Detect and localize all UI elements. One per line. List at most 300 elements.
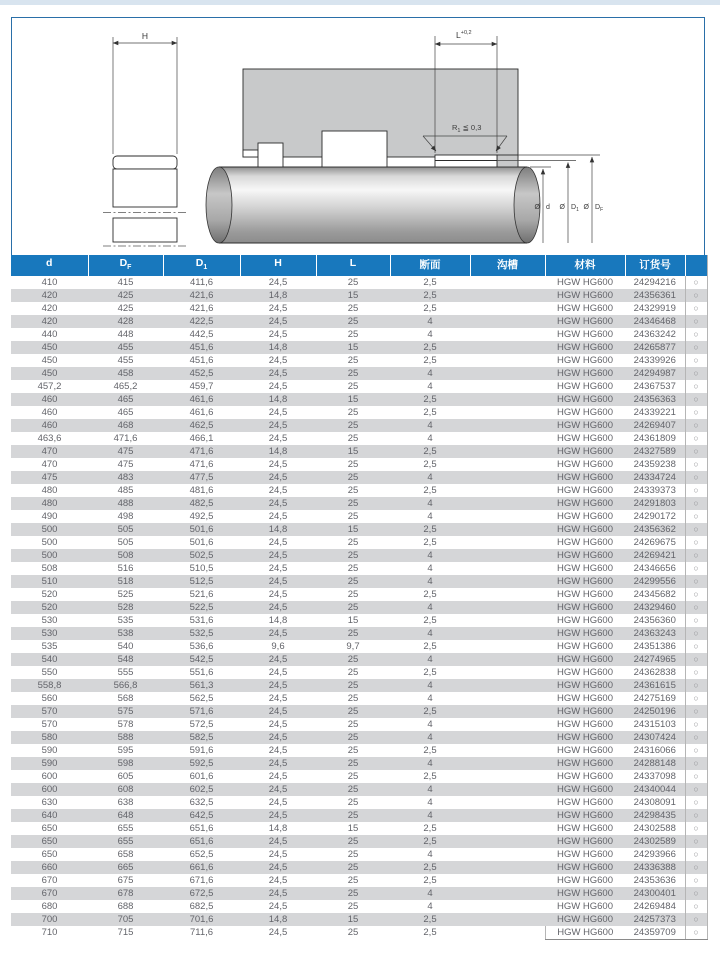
table-row <box>11 406 707 419</box>
cell-l: 25 <box>347 901 359 913</box>
cell-groove <box>470 666 545 679</box>
cell-groove <box>470 588 545 601</box>
cell-d1: 661,6 <box>163 861 240 874</box>
availability-icon: ○ <box>685 835 707 848</box>
cell-material: HGW HG600 <box>545 705 625 718</box>
cell-d1: 510,5 <box>189 563 214 575</box>
cell-order-no: 24353636 <box>633 875 676 887</box>
cell-d: 680 <box>41 901 58 913</box>
cell-cross-section: 4 <box>390 783 470 796</box>
cell-material: HGW HG600 <box>545 289 625 302</box>
cell-material: HGW HG600 <box>545 315 625 328</box>
cell-h: 24,5 <box>268 901 288 913</box>
cell-d1: 651,6 <box>189 823 214 835</box>
cell-material: HGW HG600 <box>545 601 625 614</box>
cell-groove <box>470 341 545 354</box>
cell-h: 24,5 <box>240 887 316 900</box>
cell-h: 14,8 <box>240 393 316 406</box>
cell-h: 24,5 <box>240 861 316 874</box>
cell-d: 520 <box>11 601 88 614</box>
cell-cross-section: 2,5 <box>423 589 437 601</box>
cell-material: HGW HG600 <box>545 341 625 354</box>
cell-df: 483 <box>88 471 163 484</box>
cell-l: 25 <box>316 757 390 770</box>
availability-icon: ○ <box>685 523 707 536</box>
cell-cross-section: 2,5 <box>390 341 470 354</box>
parts-table-body <box>11 276 707 940</box>
cell-d: 570 <box>41 719 58 731</box>
cell-order-no: 24299556 <box>625 575 685 588</box>
cell-groove <box>470 718 545 731</box>
cell-h: 14,8 <box>268 823 288 835</box>
cell-h: 14,8 <box>240 913 316 926</box>
cell-d: 600 <box>41 771 58 783</box>
cell-l: 25 <box>347 277 359 289</box>
cell-l: 25 <box>347 303 359 315</box>
cell-h: 24,5 <box>240 601 316 614</box>
availability-icon: ○ <box>685 705 707 718</box>
cell-h: 24,5 <box>240 705 316 718</box>
cell-groove <box>470 627 545 640</box>
table-row <box>11 627 707 640</box>
cell-df: 648 <box>88 809 163 822</box>
cell-d: 540 <box>11 653 88 666</box>
table-row <box>11 510 707 523</box>
cell-df: 475 <box>88 445 163 458</box>
cell-h: 14,8 <box>240 523 316 536</box>
shaft-cylinder <box>206 167 540 243</box>
cell-d: 535 <box>41 641 58 653</box>
cell-cross-section: 2,5 <box>423 927 437 939</box>
seal-cross-section-view <box>113 156 177 242</box>
dim-label-h: H <box>141 31 149 41</box>
cell-df: 448 <box>117 329 134 341</box>
cell-groove <box>470 510 545 523</box>
cell-d1: 592,5 <box>163 757 240 770</box>
table-row <box>11 367 707 380</box>
cell-h: 24,5 <box>268 745 288 757</box>
cell-material: HGW HG600 <box>545 913 625 926</box>
availability-icon: ○ <box>685 458 707 471</box>
cell-groove <box>470 614 545 627</box>
cell-groove <box>470 289 545 302</box>
cell-material: HGW HG600 <box>557 537 613 549</box>
cell-d1: 471,6 <box>163 445 240 458</box>
availability-icon: ○ <box>685 861 707 874</box>
cell-df: 655 <box>117 823 134 835</box>
cell-groove <box>470 874 545 887</box>
cell-material: HGW HG600 <box>545 575 625 588</box>
table-row <box>11 692 707 705</box>
cell-order-no: 24362838 <box>633 667 676 679</box>
cell-cross-section: 4 <box>390 575 470 588</box>
cell-order-no: 24356362 <box>625 523 685 536</box>
cell-l: 25 <box>316 419 390 432</box>
cell-material: HGW HG600 <box>557 719 613 731</box>
table-row <box>11 419 707 432</box>
cell-material: HGW HG600 <box>545 783 625 796</box>
cell-df: 655 <box>88 835 163 848</box>
table-row <box>11 276 707 289</box>
cell-df: 575 <box>88 705 163 718</box>
col-header-cross-section: 断面 <box>390 255 470 276</box>
cell-material: HGW HG600 <box>557 459 613 471</box>
cell-df: 588 <box>88 731 163 744</box>
cell-groove <box>470 887 545 900</box>
cell-material: HGW HG600 <box>557 693 613 705</box>
cell-cross-section: 2,5 <box>423 537 437 549</box>
cell-d: 450 <box>11 367 88 380</box>
cell-l: 15 <box>316 341 390 354</box>
cell-l: 25 <box>316 627 390 640</box>
cell-h: 24,5 <box>268 589 288 601</box>
cell-df: 658 <box>117 849 134 861</box>
cell-cross-section: 2,5 <box>423 667 437 679</box>
dim-label-df: $D_F$ <box>595 204 604 213</box>
cell-l: 25 <box>347 329 359 341</box>
cell-d: 410 <box>41 277 58 289</box>
table-row <box>11 926 707 940</box>
cell-l: 25 <box>316 679 390 692</box>
parts-table <box>11 255 708 940</box>
cell-h: 24,5 <box>268 537 288 549</box>
cell-cross-section: 4 <box>427 433 433 445</box>
cell-cross-section: 4 <box>390 653 470 666</box>
cell-h: 24,5 <box>240 783 316 796</box>
cell-h: 24,5 <box>240 367 316 380</box>
cell-d: 500 <box>11 549 88 562</box>
cell-d1: 602,5 <box>163 783 240 796</box>
cell-l: 25 <box>347 693 359 705</box>
cell-cross-section: 2,5 <box>423 875 437 887</box>
cell-groove <box>470 562 545 575</box>
cell-material: HGW HG600 <box>557 563 613 575</box>
cell-cross-section: 4 <box>427 381 433 393</box>
cell-material: HGW HG600 <box>545 367 625 380</box>
cell-groove <box>470 744 545 757</box>
availability-icon: ○ <box>685 614 707 627</box>
cell-order-no: 24359238 <box>633 459 676 471</box>
cell-groove <box>470 653 545 666</box>
table-row <box>11 744 707 757</box>
cell-order-no: 24359709 <box>625 926 685 940</box>
cell-d1: 671,6 <box>189 875 214 887</box>
cell-d: 440 <box>41 329 58 341</box>
availability-icon: ○ <box>685 328 707 341</box>
dim-label-dia-d: Ø <box>534 204 540 211</box>
cell-df: 535 <box>117 615 134 627</box>
cell-d1: 492,5 <box>189 511 214 523</box>
availability-icon: ○ <box>685 679 707 692</box>
cell-groove <box>470 419 545 432</box>
cell-l: 25 <box>347 511 359 523</box>
cell-h: 24,5 <box>268 459 288 471</box>
cell-d1: 466,1 <box>189 433 214 445</box>
cell-groove <box>470 692 545 705</box>
cell-cross-section: 2,5 <box>423 459 437 471</box>
cell-df: 465 <box>117 407 134 419</box>
availability-icon: ○ <box>685 445 707 458</box>
cell-material: HGW HG600 <box>557 615 613 627</box>
cell-d1: 502,5 <box>163 549 240 562</box>
technical-drawing <box>12 18 706 255</box>
cell-df: 578 <box>117 719 134 731</box>
cell-groove <box>470 536 545 549</box>
cell-d: 450 <box>11 341 88 354</box>
cell-l: 25 <box>316 367 390 380</box>
cell-h: 24,5 <box>268 693 288 705</box>
cell-d1: 701,6 <box>163 913 240 926</box>
col-header-d1: $D_1$ <box>163 255 240 276</box>
cell-order-no: 24294216 <box>633 277 676 289</box>
cell-d: 650 <box>11 835 88 848</box>
cell-cross-section: 4 <box>390 367 470 380</box>
cell-groove <box>470 900 545 913</box>
cell-h: 24,5 <box>240 497 316 510</box>
availability-icon: ○ <box>685 822 707 835</box>
cell-material: HGW HG600 <box>557 485 613 497</box>
cell-cross-section: 2,5 <box>390 523 470 536</box>
cell-df: 605 <box>117 771 134 783</box>
cell-order-no: 24250196 <box>625 705 685 718</box>
cell-d1: 642,5 <box>163 809 240 822</box>
cell-material: HGW HG600 <box>557 355 613 367</box>
cell-cross-section: 2,5 <box>423 485 437 497</box>
cell-cross-section: 4 <box>390 757 470 770</box>
cell-order-no: 24356361 <box>625 289 685 302</box>
cell-l: 25 <box>347 407 359 419</box>
availability-icon: ○ <box>685 757 707 770</box>
cell-df: 548 <box>88 653 163 666</box>
cell-h: 24,5 <box>268 381 288 393</box>
table-row <box>11 341 707 354</box>
cell-l: 25 <box>347 745 359 757</box>
cell-df: 415 <box>117 277 134 289</box>
dim-label-d1: $D_1$ <box>571 204 579 213</box>
cell-d: 660 <box>11 861 88 874</box>
cell-cross-section: 2,5 <box>423 355 437 367</box>
cell-order-no: 24340044 <box>625 783 685 796</box>
cell-material: HGW HG600 <box>545 497 625 510</box>
availability-icon: ○ <box>685 640 707 653</box>
cell-d1: 411,6 <box>189 277 214 289</box>
cell-d: 500 <box>41 537 58 549</box>
cell-material: HGW HG600 <box>557 433 613 445</box>
cell-groove <box>470 523 545 536</box>
cell-l: 25 <box>316 861 390 874</box>
availability-icon: ○ <box>685 848 707 861</box>
cell-df: 485 <box>117 485 134 497</box>
cell-d1: 422,5 <box>163 315 240 328</box>
cell-d1: 571,6 <box>163 705 240 718</box>
availability-icon: ○ <box>685 432 707 445</box>
cell-material: HGW HG600 <box>557 849 613 861</box>
cell-d1: 651,6 <box>163 835 240 848</box>
cell-d: 510 <box>11 575 88 588</box>
cell-df: 675 <box>117 875 134 887</box>
availability-icon: ○ <box>685 718 707 731</box>
cell-l: 15 <box>347 823 359 835</box>
cell-material: HGW HG600 <box>557 797 613 809</box>
table-row <box>11 549 707 562</box>
cell-groove <box>470 679 545 692</box>
cell-h: 24,5 <box>268 797 288 809</box>
cell-h: 14,8 <box>240 341 316 354</box>
cell-order-no: 24361615 <box>625 679 685 692</box>
cell-cross-section: 2,5 <box>390 913 470 926</box>
cell-groove <box>470 276 545 289</box>
cell-order-no: 24339373 <box>633 485 676 497</box>
cell-material: HGW HG600 <box>557 407 613 419</box>
cell-d1: 452,5 <box>163 367 240 380</box>
cell-material: HGW HG600 <box>545 757 625 770</box>
cell-h: 24,5 <box>268 875 288 887</box>
cell-groove <box>470 432 545 445</box>
table-row <box>11 328 707 341</box>
cell-material: HGW HG600 <box>557 771 613 783</box>
availability-icon: ○ <box>685 380 707 393</box>
cell-df: 608 <box>88 783 163 796</box>
cell-groove <box>470 913 545 926</box>
cell-cross-section: 4 <box>427 849 433 861</box>
cell-order-no: 24308091 <box>633 797 676 809</box>
cell-d1: 531,6 <box>189 615 214 627</box>
cell-cross-section: 4 <box>427 797 433 809</box>
cell-d1: 591,6 <box>189 745 214 757</box>
cell-order-no: 24269675 <box>633 537 676 549</box>
cell-d: 590 <box>11 757 88 770</box>
cell-d: 475 <box>11 471 88 484</box>
cell-d1: 481,6 <box>189 485 214 497</box>
cell-d: 463,6 <box>37 433 62 445</box>
table-row <box>11 302 707 315</box>
cell-groove <box>470 640 545 653</box>
cell-d1: 551,6 <box>189 667 214 679</box>
cell-order-no: 24265877 <box>625 341 685 354</box>
col-header-order-no: 订货号 <box>625 255 685 276</box>
table-row <box>11 822 707 835</box>
table-row <box>11 913 707 926</box>
availability-icon: ○ <box>685 302 707 315</box>
table-row <box>11 471 707 484</box>
cell-h: 24,5 <box>240 419 316 432</box>
cell-material: HGW HG600 <box>545 445 625 458</box>
cell-h: 24,5 <box>240 757 316 770</box>
cell-d1: 512,5 <box>163 575 240 588</box>
cell-h: 24,5 <box>268 719 288 731</box>
cell-h: 24,5 <box>240 835 316 848</box>
table-row <box>11 393 707 406</box>
cell-d: 470 <box>11 445 88 458</box>
dim-label-dia-d1: Ø <box>559 204 565 211</box>
cell-cross-section: 4 <box>390 471 470 484</box>
cell-cross-section: 4 <box>427 719 433 731</box>
cell-df: 678 <box>88 887 163 900</box>
cell-h: 24,5 <box>240 627 316 640</box>
cell-d: 420 <box>11 289 88 302</box>
cell-material: HGW HG600 <box>545 419 625 432</box>
table-row <box>11 809 707 822</box>
cell-l: 15 <box>316 913 390 926</box>
table-row <box>11 796 707 809</box>
table-row <box>11 536 707 549</box>
cell-d: 710 <box>41 927 58 939</box>
cell-l: 25 <box>347 537 359 549</box>
cell-material: HGW HG600 <box>545 471 625 484</box>
availability-icon: ○ <box>685 419 707 432</box>
cell-cross-section: 4 <box>427 511 433 523</box>
availability-icon: ○ <box>685 393 707 406</box>
cell-groove <box>470 705 545 718</box>
availability-icon: ○ <box>685 926 707 940</box>
availability-icon: ○ <box>685 536 707 549</box>
cell-cross-section: 4 <box>427 901 433 913</box>
cell-groove <box>470 354 545 367</box>
cell-df: 688 <box>117 901 134 913</box>
cell-df: 425 <box>117 303 134 315</box>
availability-icon: ○ <box>685 601 707 614</box>
cell-cross-section: 4 <box>390 497 470 510</box>
table-row <box>11 900 707 913</box>
availability-icon: ○ <box>685 666 707 679</box>
cell-cross-section: 4 <box>390 549 470 562</box>
cell-df: 715 <box>117 927 134 939</box>
cell-df: 525 <box>117 589 134 601</box>
cell-l: 25 <box>316 315 390 328</box>
cell-h: 24,5 <box>268 771 288 783</box>
cell-cross-section: 2,5 <box>390 835 470 848</box>
cell-h: 24,5 <box>268 667 288 679</box>
cell-order-no: 24363242 <box>633 329 676 341</box>
cell-df: 458 <box>88 367 163 380</box>
cell-order-no: 24269421 <box>625 549 685 562</box>
availability-icon: ○ <box>685 874 707 887</box>
cell-d1: 451,6 <box>189 355 214 367</box>
availability-icon: ○ <box>685 692 707 705</box>
col-header-groove: 沟槽 <box>470 255 545 276</box>
cell-order-no: 24329460 <box>625 601 685 614</box>
cell-l: 25 <box>347 797 359 809</box>
availability-icon: ○ <box>685 770 707 783</box>
cell-groove <box>470 848 545 861</box>
cell-d1: 421,6 <box>163 289 240 302</box>
cell-material: HGW HG600 <box>557 381 613 393</box>
cell-df: 566,8 <box>88 679 163 692</box>
table-row <box>11 874 707 887</box>
cell-order-no: 24293966 <box>633 849 676 861</box>
cell-order-no: 24302588 <box>633 823 676 835</box>
cell-h: 24,5 <box>240 575 316 588</box>
cell-groove <box>470 601 545 614</box>
cell-order-no: 24334724 <box>625 471 685 484</box>
cell-cross-section: 4 <box>427 563 433 575</box>
cell-df: 555 <box>117 667 134 679</box>
table-row <box>11 380 707 393</box>
dim-label-dia-df: Ø <box>583 204 589 211</box>
cell-d: 457,2 <box>37 381 62 393</box>
page-top-strip <box>0 0 720 5</box>
cell-material: HGW HG600 <box>545 679 625 692</box>
cell-d: 600 <box>11 783 88 796</box>
cell-d: 670 <box>41 875 58 887</box>
cell-material: HGW HG600 <box>557 745 613 757</box>
cell-material: HGW HG600 <box>557 329 613 341</box>
cell-cross-section: 2,5 <box>423 407 437 419</box>
cell-l: 15 <box>316 445 390 458</box>
cell-order-no: 24269407 <box>625 419 685 432</box>
cell-h: 24,5 <box>268 563 288 575</box>
cell-d1: 582,5 <box>163 731 240 744</box>
